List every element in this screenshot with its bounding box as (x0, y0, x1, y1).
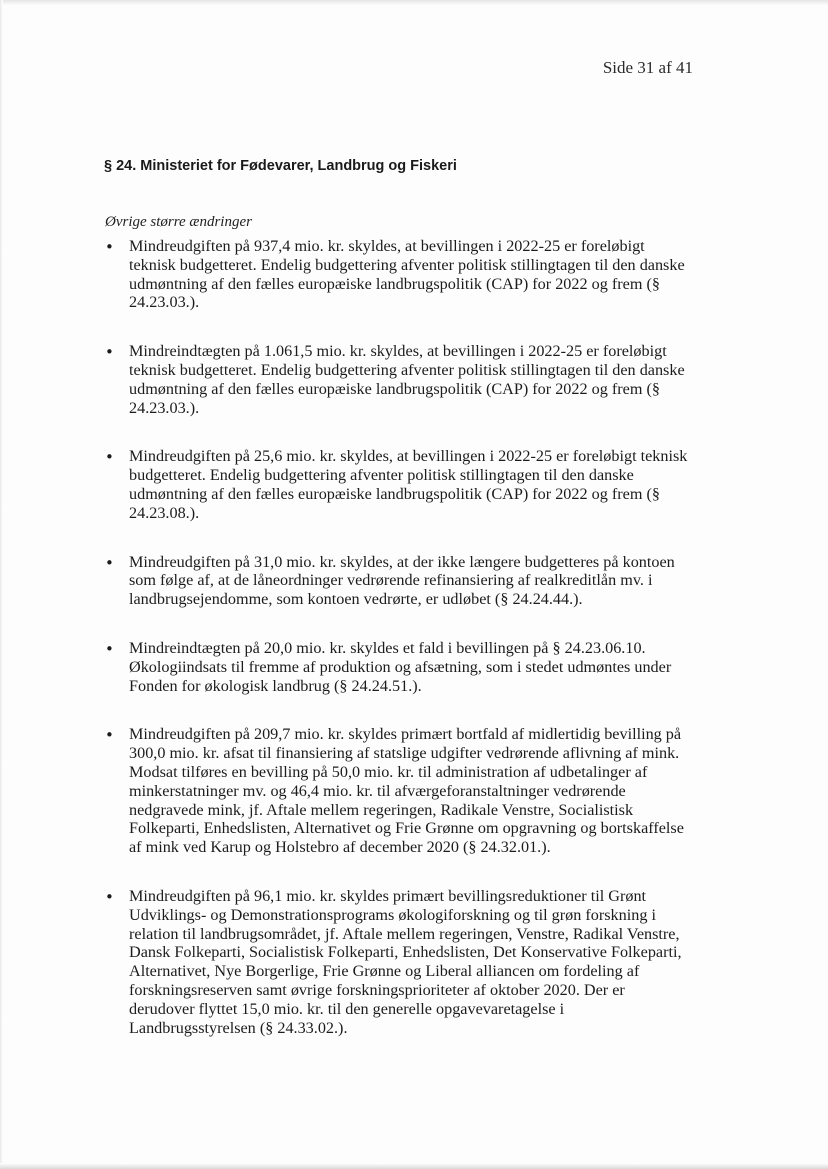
list-item-text: Mindreudgiften på 209,7 mio. kr. skyldes primært bortfald af midlertidig bevilling på 300,0 mio. kr. afsat til finansiering af statslige udgifter vedrørende aflivning af mink. Modsat tilføres en bevilling på 50,0 mio. kr. til administration af udbetalinger af minkerstatninger mv. og 46,4 mio. kr. til afværgeforanstaltninger vedrørende nedgravede mink, jf. Aftale mellem regeringen, Radikale Venstre, Socialistisk Folkeparti, Enhedslisten, Alternativet og Frie Grønne om opgravning og bortskaffelse af mink ved Karup og Holstebro af december 2020 (§ 24.32.01.). (129, 725, 684, 857)
list-item-text: Mindreindtægten på 1.061,5 mio. kr. skyldes, at bevillingen i 2022-25 er foreløbigt teknisk budgetteret. Endelig budgettering afventer politisk stillingtagen til den danske udmøntning af den fælles europæiske landbrugspolitik (CAP) for 2022 og frem (§ 24.23.03.). (129, 342, 685, 417)
section-heading: § 24. Ministeriet for Fødevarer, Landbrug og Fiskeri (104, 158, 457, 174)
list-item-text: Mindreudgiften på 96,1 mio. kr. skyldes primært bevillingsreduktioner til Grønt Udviklings- og Demonstrationsprograms økologiforskning og til grøn forskning i relation til landbrugsområdet, jf. Aftale mellem regeringen, Venstre, Radikal Venstre, Dansk Folkeparti, Socialistisk Folkeparti, Enhedslisten, Det Konservative Folkeparti, Alternativet, Nye Borgerlige, Frie Grønne og Liberal alliancen om fordeling af forskningsreserven samt øvrige forskningsprioriteter af oktober 2020. Der er derudover flyttet 15,0 mio. kr. til den generelle opgavevaretagelse i Landbrugsstyrelsen (§ 24.33.02.). (129, 886, 682, 1037)
list-item (104, 447, 694, 522)
list-item-text: Mindreudgiften på 937,4 mio. kr. skyldes, at bevillingen i 2022-25 er foreløbigt teknisk budgetteret. Endelig budgettering afventer politisk stillingtagen til den danske udmøntning af den fælles europæiske landbrugspolitik (CAP) for 2022 og frem (§ 24.23.03.). (129, 237, 685, 312)
scan-left-edge (0, 0, 3, 1169)
subheading: Øvrige større ændringer (105, 214, 252, 230)
scan-bottom-edge (0, 1163, 828, 1169)
page-number: Side 31 af 41 (602, 58, 693, 77)
list-item-text: Mindreudgiften på 25,6 mio. kr. skyldes, at bevillingen i 2022-25 er foreløbigt teknisk budgetteret. Endelig budgettering afventer politisk stillingtagen til den danske udmøntning af den fælles europæiske landbrugspolitik (CAP) for 2022 og frem (§ 24.23.08.). (129, 447, 688, 522)
list-item (104, 553, 694, 609)
bullet-icon: • (105, 448, 114, 467)
bullet-list (104, 237, 694, 1067)
bullet-icon: • (105, 726, 114, 745)
scan-top-edge (0, 0, 828, 6)
list-item-text: Mindreindtægten på 20,0 mio. kr. skyldes et fald i bevillingen på § 24.23.06.10. Økologiindsats til fremme af produktion og afsætning, som i stedet udmøntes under Fonden for økologisk landbrug (§ 24.24.51.). (129, 638, 672, 695)
list-item (104, 237, 694, 312)
bullet-icon: • (105, 887, 114, 906)
bullet-icon: • (105, 639, 114, 658)
list-item (104, 639, 694, 695)
bullet-icon: • (105, 553, 114, 572)
list-item-text: Mindreudgiften på 31,0 mio. kr. skyldes, at der ikke længere budgetteres på kontoen som følge af, at de låneordninger vedrørende refinansiering af realkreditlån mv. i landbrugsejendomme, som kontoen vedrørte, er udløbet (§ 24.24.44.). (129, 552, 675, 609)
bullet-icon: • (105, 238, 114, 256)
list-item (104, 725, 694, 857)
list-item (104, 887, 694, 1037)
list-item (104, 342, 694, 417)
bullet-icon: • (105, 343, 114, 362)
